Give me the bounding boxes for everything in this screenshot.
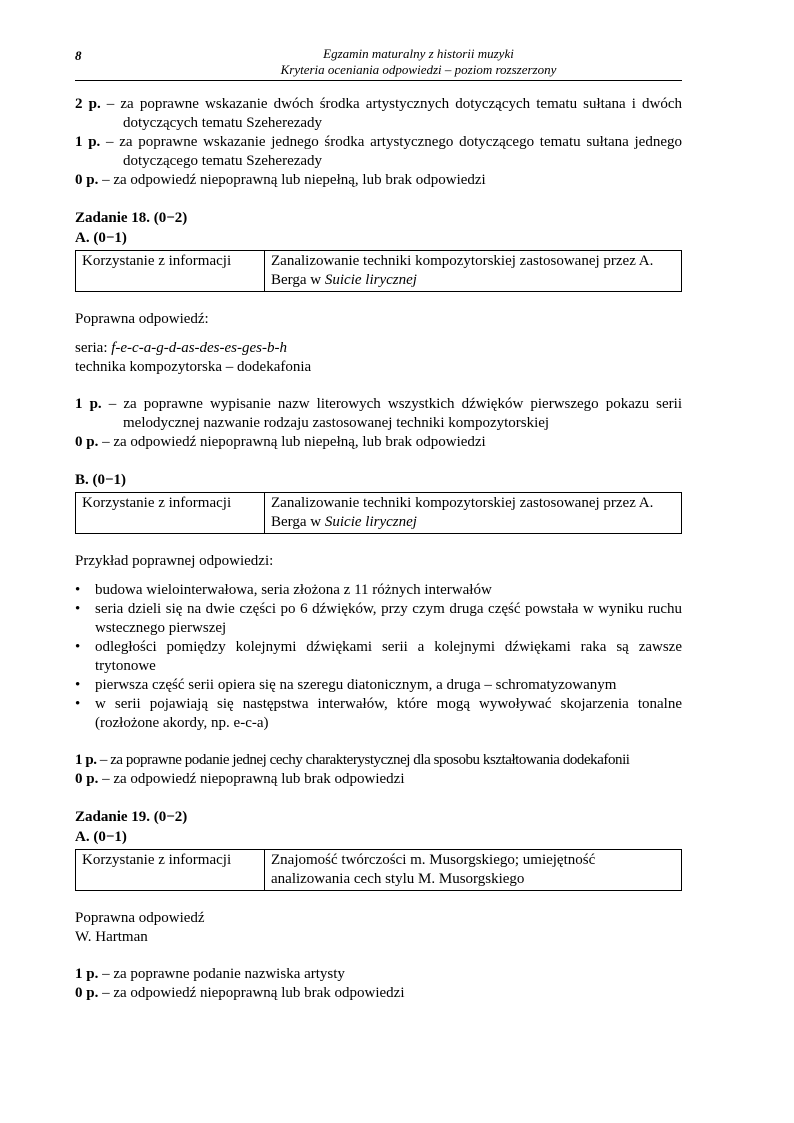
criterion-text: – za poprawne podanie nazwiska artysty: [98, 966, 345, 982]
header-line-2: Kryteria oceniania odpowiedzi – poziom rozszerzony: [280, 62, 557, 77]
points-label: 0 p.: [75, 771, 99, 787]
criterion-text: – za poprawne wskazanie jednego środka artystycznego dotyczącego tematu sułtana jednego dotyczącego tematu Szeherezady: [100, 134, 682, 169]
top-criteria: [75, 95, 682, 190]
task18b-criterion-1p: [75, 751, 682, 770]
task19a-answer-heading: Poprawna odpowiedź: [75, 910, 205, 926]
table-cell-description: Znajomość twórczości m. Musorgskiego; umiejętność analizowania cech stylu M. Musorgskiego: [265, 850, 682, 891]
table-cell-description: [265, 251, 682, 292]
list-item-text: budowa wielointerwałowa, seria złożona z 11 różnych interwałów: [95, 582, 492, 598]
criterion-2p: [75, 95, 682, 133]
points-label: 2 p.: [75, 96, 101, 112]
bullet-icon: •: [75, 582, 81, 598]
points-label: 0 p.: [75, 434, 99, 450]
list-item: [75, 581, 682, 600]
task18-title: Zadanie 18. (0−2): [75, 210, 188, 226]
task18a-criterion-0p: [75, 433, 682, 452]
points-label: 0 p.: [75, 985, 99, 1001]
task18-part-a-label: A. (0−1): [75, 230, 127, 246]
list-item-text: odległości pomiędzy kolejnymi dźwiękami serii a kolejnymi dźwiękami raka są zawsze trytonowe: [95, 639, 682, 674]
task19a-criterion-0p: [75, 984, 682, 1003]
table-cell-category: Korzystanie z informacji: [76, 251, 265, 292]
page-number: 8: [75, 48, 82, 63]
points-label: 0 p.: [75, 172, 99, 188]
points-label: 1 p.: [75, 396, 102, 412]
task18a-info-table: [75, 250, 682, 292]
task18b-answer-heading: Przykład poprawnej odpowiedzi:: [75, 553, 274, 569]
list-item: [75, 638, 682, 676]
description-text: Zanalizowanie techniki kompozytorskiej zastosowanej przez A. Berga w: [271, 253, 654, 288]
criterion-text: – za poprawne wypisanie nazw literowych wszystkich dźwięków pierwszego pokazu serii melodycznej nazwanie rodzaju zastosowanej techniki kompozytorskiej: [101, 396, 682, 431]
header-title: [75, 46, 682, 78]
page-header: [75, 44, 682, 81]
list-item-text: w serii pojawiają się następstwa interwałów, które mogą wywoływać skojarzenia tonalne (rozłożone akordy, np. e-c-a): [95, 696, 682, 731]
table-cell-category: Korzystanie z informacji: [76, 493, 265, 534]
criterion-1p: [75, 133, 682, 171]
document-page: [75, 44, 682, 1003]
criterion-text: – za poprawne podanie jednej cechy charakterystycznej dla sposobu kształtowania dodekafonii: [96, 752, 630, 768]
task19-title: Zadanie 19. (0−2): [75, 809, 188, 825]
task18b-criterion-0p: [75, 770, 682, 789]
list-item: [75, 695, 682, 733]
bullet-icon: •: [75, 677, 81, 693]
list-item-text: seria dzieli się na dwie części po 6 dźwięków, przy czym druga część powstała w wyniku ruchu wstecznego pierwszej: [95, 601, 682, 636]
task19a-criterion-1p: [75, 965, 682, 984]
bullet-icon: •: [75, 639, 81, 655]
task18b-info-table: [75, 492, 682, 534]
list-item-text: pierwsza część serii opiera się na szeregu diatonicznym, a druga – schromatyzowanym: [95, 677, 617, 693]
task18b-answer-list: [75, 581, 682, 733]
list-item: [75, 676, 682, 695]
task19a-answer: W. Hartman: [75, 929, 148, 945]
description-italic: Suicie lirycznej: [324, 272, 417, 288]
criterion-text: – za odpowiedź niepoprawną lub niepełną, lub brak odpowiedzi: [98, 434, 486, 450]
criterion-text: – za odpowiedź niepoprawną lub brak odpowiedzi: [98, 985, 405, 1001]
description-text: Zanalizowanie techniki kompozytorskiej zastosowanej przez A. Berga w: [271, 495, 654, 530]
task19-part-a-label: A. (0−1): [75, 829, 127, 845]
list-item: [75, 600, 682, 638]
table-cell-description: [265, 493, 682, 534]
points-label: 1 p.: [75, 966, 99, 982]
task18a-criterion-1p: [75, 395, 682, 433]
criterion-0p: [75, 171, 682, 190]
points-label: 1 p.: [75, 134, 101, 150]
task18a-technique-line: technika kompozytorska – dodekafonia: [75, 359, 312, 375]
task18-part-b-label: B. (0−1): [75, 472, 127, 488]
series-label: seria:: [75, 340, 112, 356]
bullet-icon: •: [75, 696, 81, 712]
criterion-text: – za poprawne wskazanie dwóch środka artystycznych dotyczących tematu sułtana i dwóch dotyczących tematu Szeherezady: [100, 96, 683, 131]
header-line-1: Egzamin maturalny z historii muzyki: [323, 46, 514, 61]
task18a-series-line: [75, 339, 682, 358]
series-value: f-e-c-a-g-d-as-des-es-ges-b-h: [111, 340, 287, 356]
description-italic: Suicie lirycznej: [324, 514, 417, 530]
task19a-info-table: [75, 849, 682, 891]
task18a-answer-heading: Poprawna odpowiedź:: [75, 311, 209, 327]
bullet-icon: •: [75, 601, 81, 617]
criterion-text: – za odpowiedź niepoprawną lub niepełną, lub brak odpowiedzi: [98, 172, 486, 188]
points-label: 1 p.: [75, 752, 97, 768]
criterion-text: – za odpowiedź niepoprawną lub brak odpowiedzi: [98, 771, 405, 787]
table-cell-category: Korzystanie z informacji: [76, 850, 265, 891]
